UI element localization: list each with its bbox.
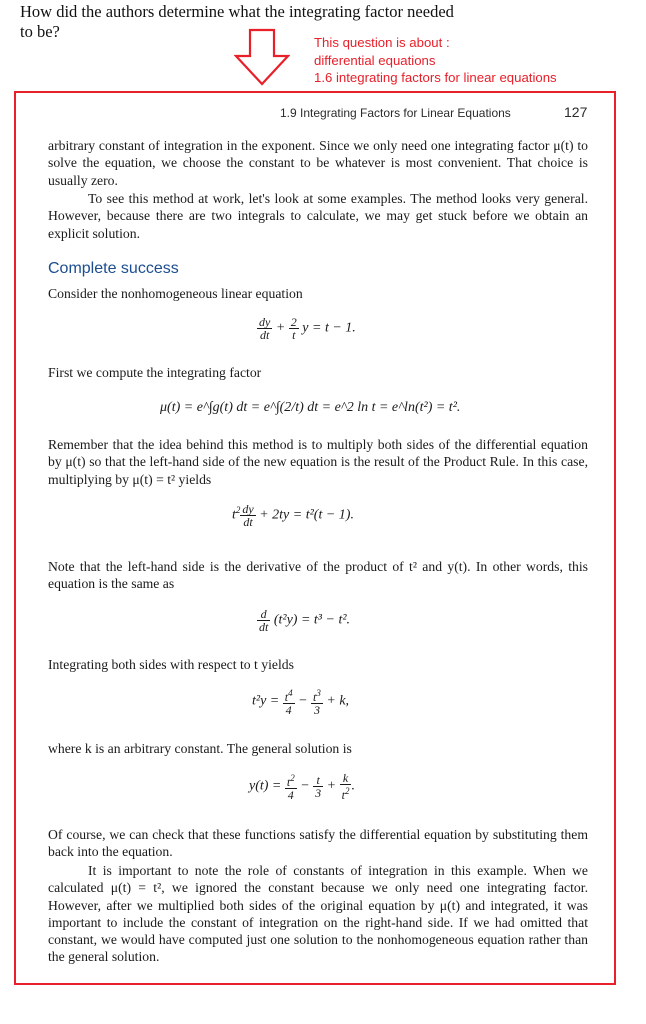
paragraph: Note that the left-hand side is the derivative of the product of t² and y(t). In other words, this equation is the same as xyxy=(48,559,588,592)
paragraph: Of course, we can check that these functions satisfy the differential equation by substituting them back into the equation. xyxy=(48,827,588,860)
equation-text: t²y = xyxy=(252,693,280,709)
paragraph: Integrating both sides with respect to t yields xyxy=(48,657,294,672)
running-title: 1.9 Integrating Factors for Linear Equations xyxy=(280,106,511,120)
annotation-note xyxy=(314,34,557,87)
note-line: This question is about : xyxy=(314,35,450,50)
down-arrow-icon xyxy=(234,28,290,86)
question-text: How did the authors determine what the integrating factor needed to be? xyxy=(20,2,454,41)
paragraph: Remember that the idea behind this method is to multiply both sides of the differential equation by μ(t) so that the left-hand side of the new equation is the result of the Product Rule. In this case, multiplying by μ(t) = t² yields xyxy=(48,437,588,487)
section-heading: Complete success xyxy=(48,260,179,277)
paragraph-text: It is important to note the role of constants of integration in this example. When we calculated μ(t) = t², we ignored the constant because we only need one integrating factor. However, after we multiplied both sides of the original equation by μ(t) and integrated, it was important to include the constant of integration on the right-hand side. If we had omitted that constant, we would have computed just one solution to the nonhomogeneous equation rather than the general solution. xyxy=(48,863,588,965)
paragraph: Consider the nonhomogeneous linear equation xyxy=(48,286,303,301)
equation-3: $t^2$ $\frac{dy}{dt}$ + 2ty = t²(t − 1). xyxy=(232,502,354,529)
equation-2: μ(t) = e^∫g(t) dt = e^∫(2/t) dt = e^2 ln t = e^ln(t²) = t². xyxy=(160,400,461,415)
equation-1: $\frac{dy}{dt}$ + $\frac{2}{t}$ y = t − 1. xyxy=(259,315,356,342)
paragraph xyxy=(48,190,588,242)
paragraph-text: To see this method at work, let's look at some examples. The method looks very general. However, because there are two integrals to calculate, we may get stuck before we obtain an explicit solution. xyxy=(48,191,588,241)
equation-5: t²y = $\frac{t^4}{4}$ − $\frac{t^3}{3}$ + k, xyxy=(252,688,350,717)
paragraph xyxy=(48,862,588,966)
equation-6: y(t) = $\frac{t^2}{4}$ − $\frac{t}{3}$ + $\frac{k}{t^2}$ . xyxy=(249,771,355,802)
page-number: 127 xyxy=(564,104,588,120)
equation-4: $\frac{d}{dt}$ (t²y) = t³ − t². xyxy=(259,607,351,634)
equation-text: y(t) = xyxy=(249,778,282,794)
paragraph: First we compute the integrating factor xyxy=(48,365,262,380)
equation-text: (t²y) = t³ − t². xyxy=(273,612,351,628)
equation-text: y = t − 1. xyxy=(302,320,356,336)
paragraph: where k is an arbitrary constant. The general solution is xyxy=(48,741,352,756)
note-line: 1.6 integrating factors for linear equations xyxy=(314,70,557,85)
note-line: differential equations xyxy=(314,52,436,68)
equation-text: + 2ty = t²(t − 1). xyxy=(259,507,354,523)
paragraph: arbitrary constant of integration in the exponent. Since we only need one integrating factor μ(t) to solve the equation, we choose the constant to be whatever is most convenient. That choice is usually zero. xyxy=(48,138,588,188)
